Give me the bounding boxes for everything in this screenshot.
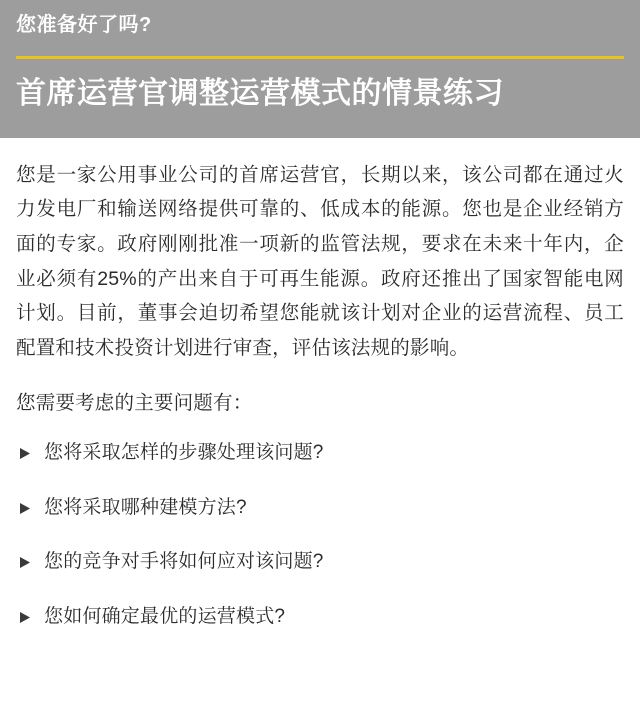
triangle-right-icon [20, 557, 36, 568]
header-divider-rule [16, 56, 624, 59]
question-text: 您如何确定最优的运营模式? [44, 605, 286, 627]
triangle-right-icon [20, 503, 36, 514]
triangle-right-icon [20, 448, 36, 459]
list-item [16, 494, 624, 523]
list-item [16, 548, 624, 577]
question-text: 您的竞争对手将如何应对该问题? [44, 551, 324, 572]
question-text: 您将采取怎样的步骤处理该问题? [44, 442, 324, 463]
questions-list [16, 439, 624, 631]
list-item [16, 439, 624, 468]
triangle-right-icon [20, 612, 36, 623]
document-body [0, 138, 640, 631]
page-title: 首席运营官调整运营模式的情景练习 [16, 77, 504, 110]
header-eyebrow: 您准备好了吗? [16, 14, 152, 36]
document-header [0, 0, 640, 138]
question-text: 您将采取哪种建模方法? [44, 496, 247, 518]
scenario-paragraph: 您是一家公用事业公司的首席运营官，长期以来，该公司都在通过火力发电厂和输送网络提供可靠的、低成本的能源。您也是企业经销方面的专家。政府刚刚批准一项新的监管法规，要求在未来十年内，企业必须有25%的产出来自于可再生能源。政府还推出了国家智能电网计划。目前，董事会迫切希望您能就该计划对企业的运营流程、员工配置和技术投资计划进行审查，评估该法规的影响。 [16, 163, 624, 360]
list-item [16, 603, 624, 632]
questions-lead: 您需要考虑的主要问题有： [16, 391, 253, 414]
